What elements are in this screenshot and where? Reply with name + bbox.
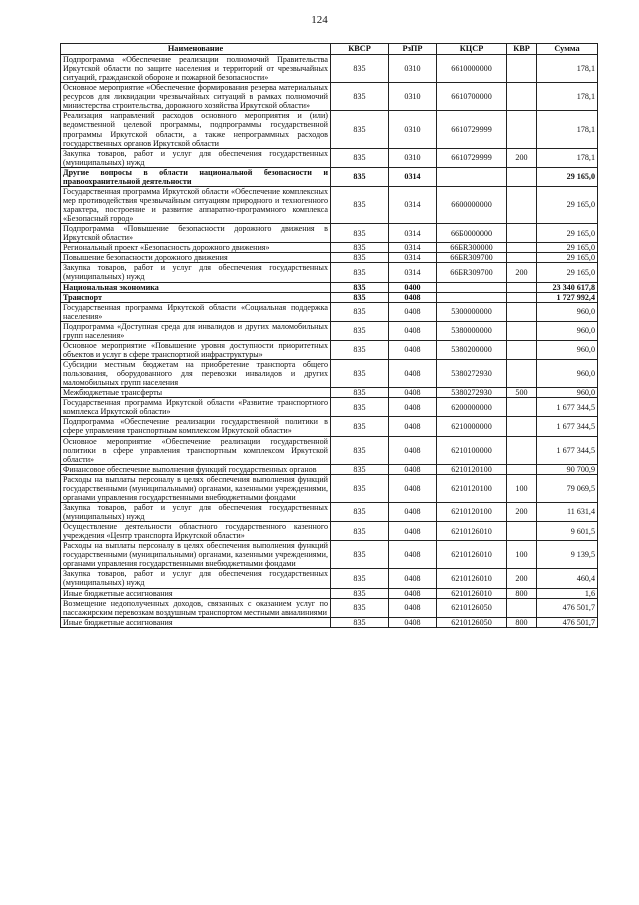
row-rzpr-cell: 0314 bbox=[389, 186, 437, 223]
row-kcsr-cell bbox=[437, 167, 507, 186]
row-kvsr-cell: 835 bbox=[331, 111, 389, 148]
row-kvr-cell bbox=[507, 167, 537, 186]
row-name-cell: Основное мероприятие «Обеспечение реализации государственной политики в сфере управления транспортным комплексом Иркутской области» bbox=[61, 436, 331, 464]
row-kvr-cell bbox=[507, 464, 537, 474]
row-kvr-cell: 500 bbox=[507, 388, 537, 398]
row-name-cell: Возмещение недополученных доходов, связанных с оказанием услуг по пассажирским перевозкам воздушным транспортом местными авиалиниями bbox=[61, 598, 331, 617]
table-row bbox=[61, 186, 598, 223]
row-kvr-cell bbox=[507, 186, 537, 223]
row-kcsr-cell: 6210126050 bbox=[437, 617, 507, 627]
table-row bbox=[61, 111, 598, 148]
row-rzpr-cell: 0408 bbox=[389, 398, 437, 417]
row-sum-cell: 460,4 bbox=[537, 569, 598, 588]
row-rzpr-cell: 0310 bbox=[389, 83, 437, 111]
table-row bbox=[61, 55, 598, 83]
row-sum-cell: 29 165,0 bbox=[537, 253, 598, 263]
row-kcsr-cell: 6210120100 bbox=[437, 502, 507, 521]
row-sum-cell: 29 165,0 bbox=[537, 186, 598, 223]
row-sum-cell: 1 677 344,5 bbox=[537, 436, 598, 464]
table-row bbox=[61, 340, 598, 359]
row-kcsr-cell: 6610729999 bbox=[437, 148, 507, 167]
row-name-cell: Государственная программа Иркутской области «Социальная поддержка населения» bbox=[61, 302, 331, 321]
row-kcsr-cell: 6210126010 bbox=[437, 588, 507, 598]
row-rzpr-cell: 0314 bbox=[389, 263, 437, 282]
row-rzpr-cell: 0408 bbox=[389, 321, 437, 340]
table-row bbox=[61, 417, 598, 436]
table-row bbox=[61, 167, 598, 186]
row-sum-cell: 90 700,9 bbox=[537, 464, 598, 474]
row-rzpr-cell: 0408 bbox=[389, 436, 437, 464]
table-row bbox=[61, 617, 598, 627]
row-kvr-cell: 200 bbox=[507, 148, 537, 167]
row-sum-cell: 29 165,0 bbox=[537, 263, 598, 282]
row-kvsr-cell: 835 bbox=[331, 598, 389, 617]
row-sum-cell: 960,0 bbox=[537, 360, 598, 388]
row-kcsr-cell: 66БR309700 bbox=[437, 263, 507, 282]
row-kvsr-cell: 835 bbox=[331, 474, 389, 502]
table-row bbox=[61, 388, 598, 398]
table-header-row bbox=[61, 44, 598, 55]
row-sum-cell: 960,0 bbox=[537, 302, 598, 321]
row-rzpr-cell: 0314 bbox=[389, 253, 437, 263]
row-kvsr-cell: 835 bbox=[331, 224, 389, 243]
row-name-cell: Другие вопросы в области национальной безопасности и правоохранительной деятельности bbox=[61, 167, 331, 186]
row-kvr-cell bbox=[507, 83, 537, 111]
row-sum-cell: 960,0 bbox=[537, 340, 598, 359]
row-sum-cell: 476 501,7 bbox=[537, 617, 598, 627]
row-kcsr-cell: 6210000000 bbox=[437, 417, 507, 436]
row-rzpr-cell: 0408 bbox=[389, 588, 437, 598]
row-kvsr-cell: 835 bbox=[331, 282, 389, 292]
row-kvsr-cell: 835 bbox=[331, 360, 389, 388]
table-row bbox=[61, 360, 598, 388]
table-row bbox=[61, 83, 598, 111]
table-row bbox=[61, 598, 598, 617]
row-kvsr-cell: 835 bbox=[331, 388, 389, 398]
row-kvr-cell bbox=[507, 398, 537, 417]
row-name-cell: Субсидии местным бюджетам на приобретение транспорта общего пользования, оборудованного для перевозки инвалидов и других маломобильных групп населения bbox=[61, 360, 331, 388]
row-kcsr-cell: 66БR300000 bbox=[437, 243, 507, 253]
row-sum-cell: 960,0 bbox=[537, 388, 598, 398]
row-kvr-cell bbox=[507, 224, 537, 243]
row-name-cell: Расходы на выплаты персоналу в целях обеспечения выполнения функций государственными (муниципальными) органами, казенными учреждениями, органами управления государственными внебюджетными фондами bbox=[61, 541, 331, 569]
row-kvsr-cell: 835 bbox=[331, 340, 389, 359]
row-name-cell: Закупка товаров, работ и услуг для обеспечения государственных (муниципальных) нужд bbox=[61, 148, 331, 167]
row-rzpr-cell: 0408 bbox=[389, 292, 437, 302]
row-kvsr-cell: 835 bbox=[331, 569, 389, 588]
row-sum-cell: 9 139,5 bbox=[537, 541, 598, 569]
table-row bbox=[61, 302, 598, 321]
row-sum-cell: 1 677 344,5 bbox=[537, 398, 598, 417]
row-kcsr-cell: 6210120100 bbox=[437, 464, 507, 474]
row-name-cell: Основное мероприятие «Повышение уровня доступности приоритетных объектов и услуг в сфере транспортной инфраструктуры» bbox=[61, 340, 331, 359]
row-kcsr-cell: 5380272930 bbox=[437, 360, 507, 388]
row-kvr-cell bbox=[507, 417, 537, 436]
row-rzpr-cell: 0314 bbox=[389, 243, 437, 253]
table-row bbox=[61, 436, 598, 464]
row-kvsr-cell: 835 bbox=[331, 502, 389, 521]
row-name-cell: Иные бюджетные ассигнования bbox=[61, 588, 331, 598]
row-sum-cell: 29 165,0 bbox=[537, 167, 598, 186]
row-kvsr-cell: 835 bbox=[331, 464, 389, 474]
page-number: 124 bbox=[311, 14, 328, 26]
row-sum-cell: 178,1 bbox=[537, 83, 598, 111]
row-kvsr-cell: 835 bbox=[331, 253, 389, 263]
row-rzpr-cell: 0310 bbox=[389, 111, 437, 148]
table-row bbox=[61, 292, 598, 302]
row-name-cell: Осуществление деятельности областного государственного казенного учреждения «Центр транспорта Иркутской области» bbox=[61, 522, 331, 541]
row-kvsr-cell: 835 bbox=[331, 148, 389, 167]
row-rzpr-cell: 0408 bbox=[389, 388, 437, 398]
row-sum-cell: 11 631,4 bbox=[537, 502, 598, 521]
row-kvsr-cell: 835 bbox=[331, 398, 389, 417]
row-name-cell: Иные бюджетные ассигнования bbox=[61, 617, 331, 627]
row-rzpr-cell: 0310 bbox=[389, 148, 437, 167]
row-name-cell: Подпрограмма «Обеспечение реализации полномочий Правительства Иркутской области по защите населения и территорий от чрезвычайных ситуаций, гражданской обороне и пожарной безопасности» bbox=[61, 55, 331, 83]
row-kvr-cell: 800 bbox=[507, 617, 537, 627]
row-sum-cell: 178,1 bbox=[537, 148, 598, 167]
row-kvr-cell: 200 bbox=[507, 569, 537, 588]
row-kcsr-cell bbox=[437, 292, 507, 302]
row-kvr-cell bbox=[507, 598, 537, 617]
row-kvr-cell bbox=[507, 436, 537, 464]
row-kcsr-cell: 6200000000 bbox=[437, 398, 507, 417]
row-name-cell: Закупка товаров, работ и услуг для обеспечения государственных (муниципальных) нужд bbox=[61, 263, 331, 282]
row-kvr-cell bbox=[507, 522, 537, 541]
table-body bbox=[61, 55, 598, 628]
row-kvr-cell bbox=[507, 282, 537, 292]
row-rzpr-cell: 0408 bbox=[389, 598, 437, 617]
row-kvr-cell bbox=[507, 360, 537, 388]
row-sum-cell: 1 677 344,5 bbox=[537, 417, 598, 436]
row-kvr-cell bbox=[507, 253, 537, 263]
row-rzpr-cell: 0408 bbox=[389, 522, 437, 541]
row-kvsr-cell: 835 bbox=[331, 302, 389, 321]
row-kvsr-cell: 835 bbox=[331, 243, 389, 253]
row-kvr-cell: 800 bbox=[507, 588, 537, 598]
table-row bbox=[61, 253, 598, 263]
column-header-kvsr: КВСР bbox=[331, 44, 389, 55]
row-sum-cell: 178,1 bbox=[537, 55, 598, 83]
row-kcsr-cell: 5380200000 bbox=[437, 340, 507, 359]
row-name-cell: Закупка товаров, работ и услуг для обеспечения государственных (муниципальных) нужд bbox=[61, 569, 331, 588]
row-kvr-cell: 200 bbox=[507, 263, 537, 282]
table-row bbox=[61, 464, 598, 474]
row-sum-cell: 29 165,0 bbox=[537, 224, 598, 243]
row-name-cell: Транспорт bbox=[61, 292, 331, 302]
row-name-cell: Повышение безопасности дорожного движения bbox=[61, 253, 331, 263]
row-sum-cell: 79 069,5 bbox=[537, 474, 598, 502]
column-header-name: Наименование bbox=[61, 44, 331, 55]
row-kvr-cell: 100 bbox=[507, 541, 537, 569]
row-sum-cell: 1,6 bbox=[537, 588, 598, 598]
table-row bbox=[61, 148, 598, 167]
row-kcsr-cell: 6610000000 bbox=[437, 55, 507, 83]
table-row bbox=[61, 243, 598, 253]
row-rzpr-cell: 0314 bbox=[389, 167, 437, 186]
row-rzpr-cell: 0408 bbox=[389, 541, 437, 569]
row-kvr-cell bbox=[507, 302, 537, 321]
row-kvsr-cell: 835 bbox=[331, 617, 389, 627]
row-kcsr-cell: 6210120100 bbox=[437, 474, 507, 502]
row-kcsr-cell: 6210126010 bbox=[437, 569, 507, 588]
row-kcsr-cell: 66БR309700 bbox=[437, 253, 507, 263]
row-rzpr-cell: 0408 bbox=[389, 569, 437, 588]
row-name-cell: Закупка товаров, работ и услуг для обеспечения государственных (муниципальных) нужд bbox=[61, 502, 331, 521]
table-row bbox=[61, 398, 598, 417]
row-kvsr-cell: 835 bbox=[331, 55, 389, 83]
row-kcsr-cell: 6610729999 bbox=[437, 111, 507, 148]
row-rzpr-cell: 0408 bbox=[389, 464, 437, 474]
row-rzpr-cell: 0314 bbox=[389, 224, 437, 243]
row-name-cell: Национальная экономика bbox=[61, 282, 331, 292]
row-rzpr-cell: 0408 bbox=[389, 417, 437, 436]
row-sum-cell: 960,0 bbox=[537, 321, 598, 340]
table-row bbox=[61, 321, 598, 340]
row-name-cell: Финансовое обеспечение выполнения функций государственных органов bbox=[61, 464, 331, 474]
row-kvsr-cell: 835 bbox=[331, 292, 389, 302]
row-kvr-cell bbox=[507, 111, 537, 148]
row-kvsr-cell: 835 bbox=[331, 417, 389, 436]
row-kvr-cell bbox=[507, 55, 537, 83]
column-header-rzpr: РзПР bbox=[389, 44, 437, 55]
table-row bbox=[61, 474, 598, 502]
row-sum-cell: 476 501,7 bbox=[537, 598, 598, 617]
row-sum-cell: 178,1 bbox=[537, 111, 598, 148]
row-name-cell: Государственная программа Иркутской области «Обеспечение комплексных мер противодействия чрезвычайным ситуациям природного и техногенного характера, построение и развитие аппаратно-программного комплекса «Безопасный город» bbox=[61, 186, 331, 223]
row-kcsr-cell: 66Б0000000 bbox=[437, 224, 507, 243]
row-kvr-cell: 200 bbox=[507, 502, 537, 521]
table-row bbox=[61, 502, 598, 521]
row-rzpr-cell: 0400 bbox=[389, 282, 437, 292]
row-rzpr-cell: 0408 bbox=[389, 302, 437, 321]
row-kvsr-cell: 835 bbox=[331, 167, 389, 186]
row-kvsr-cell: 835 bbox=[331, 588, 389, 598]
row-name-cell: Подпрограмма «Обеспечение реализации государственной политики в сфере управления транспортным комплексом Иркутской области» bbox=[61, 417, 331, 436]
row-kcsr-cell: 6210126010 bbox=[437, 522, 507, 541]
row-name-cell: Основное мероприятие «Обеспечение формирования резерва материальных ресурсов для ликвидации чрезвычайных ситуаций в рамках полномочий министерства строительства, дорожного хозяйства Иркутской области» bbox=[61, 83, 331, 111]
row-sum-cell: 1 727 992,4 bbox=[537, 292, 598, 302]
row-kvr-cell bbox=[507, 321, 537, 340]
row-name-cell: Государственная программа Иркутской области «Развитие транспортного комплекса Иркутской области» bbox=[61, 398, 331, 417]
row-kvr-cell: 100 bbox=[507, 474, 537, 502]
budget-table bbox=[60, 43, 598, 628]
row-kcsr-cell: 5380000000 bbox=[437, 321, 507, 340]
table-row bbox=[61, 588, 598, 598]
row-kcsr-cell: 6210100000 bbox=[437, 436, 507, 464]
row-kvsr-cell: 835 bbox=[331, 436, 389, 464]
row-kvsr-cell: 835 bbox=[331, 186, 389, 223]
row-rzpr-cell: 0408 bbox=[389, 502, 437, 521]
column-header-sum: Сумма bbox=[537, 44, 598, 55]
row-name-cell: Реализация направлений расходов основного мероприятия и (или) ведомственной целевой программы, подпрограммы государственной программы Иркутской области, а также непрограммных расходов государственных органов Иркутской области bbox=[61, 111, 331, 148]
row-name-cell: Подпрограмма «Повышение безопасности дорожного движения в Иркутской области» bbox=[61, 224, 331, 243]
row-sum-cell: 9 601,5 bbox=[537, 522, 598, 541]
row-sum-cell: 29 165,0 bbox=[537, 243, 598, 253]
table-row bbox=[61, 569, 598, 588]
row-name-cell: Подпрограмма «Доступная среда для инвалидов и других маломобильных групп населения» bbox=[61, 321, 331, 340]
column-header-kvr: КВР bbox=[507, 44, 537, 55]
row-name-cell: Межбюджетные трансферты bbox=[61, 388, 331, 398]
row-kcsr-cell: 6210126050 bbox=[437, 598, 507, 617]
row-rzpr-cell: 0408 bbox=[389, 360, 437, 388]
column-header-kcsr: КЦСР bbox=[437, 44, 507, 55]
table-row bbox=[61, 282, 598, 292]
row-kcsr-cell: 6610700000 bbox=[437, 83, 507, 111]
row-kvsr-cell: 835 bbox=[331, 541, 389, 569]
row-kcsr-cell bbox=[437, 282, 507, 292]
row-kcsr-cell: 6600000000 bbox=[437, 186, 507, 223]
row-name-cell: Расходы на выплаты персоналу в целях обеспечения выполнения функций государственными (муниципальными) органами, казенными учреждениями, органами управления государственными внебюджетными фондами bbox=[61, 474, 331, 502]
table-row bbox=[61, 224, 598, 243]
row-kvr-cell bbox=[507, 243, 537, 253]
row-kvsr-cell: 835 bbox=[331, 263, 389, 282]
row-kcsr-cell: 5380272930 bbox=[437, 388, 507, 398]
table-row bbox=[61, 541, 598, 569]
row-sum-cell: 23 340 617,8 bbox=[537, 282, 598, 292]
row-kvr-cell bbox=[507, 292, 537, 302]
row-rzpr-cell: 0310 bbox=[389, 55, 437, 83]
table-row bbox=[61, 263, 598, 282]
row-kcsr-cell: 5300000000 bbox=[437, 302, 507, 321]
row-kvsr-cell: 835 bbox=[331, 321, 389, 340]
row-kvr-cell bbox=[507, 340, 537, 359]
row-rzpr-cell: 0408 bbox=[389, 617, 437, 627]
row-kcsr-cell: 6210126010 bbox=[437, 541, 507, 569]
table-row bbox=[61, 522, 598, 541]
row-kvsr-cell: 835 bbox=[331, 522, 389, 541]
row-kvsr-cell: 835 bbox=[331, 83, 389, 111]
row-rzpr-cell: 0408 bbox=[389, 340, 437, 359]
row-rzpr-cell: 0408 bbox=[389, 474, 437, 502]
row-name-cell: Региональный проект «Безопасность дорожного движения» bbox=[61, 243, 331, 253]
